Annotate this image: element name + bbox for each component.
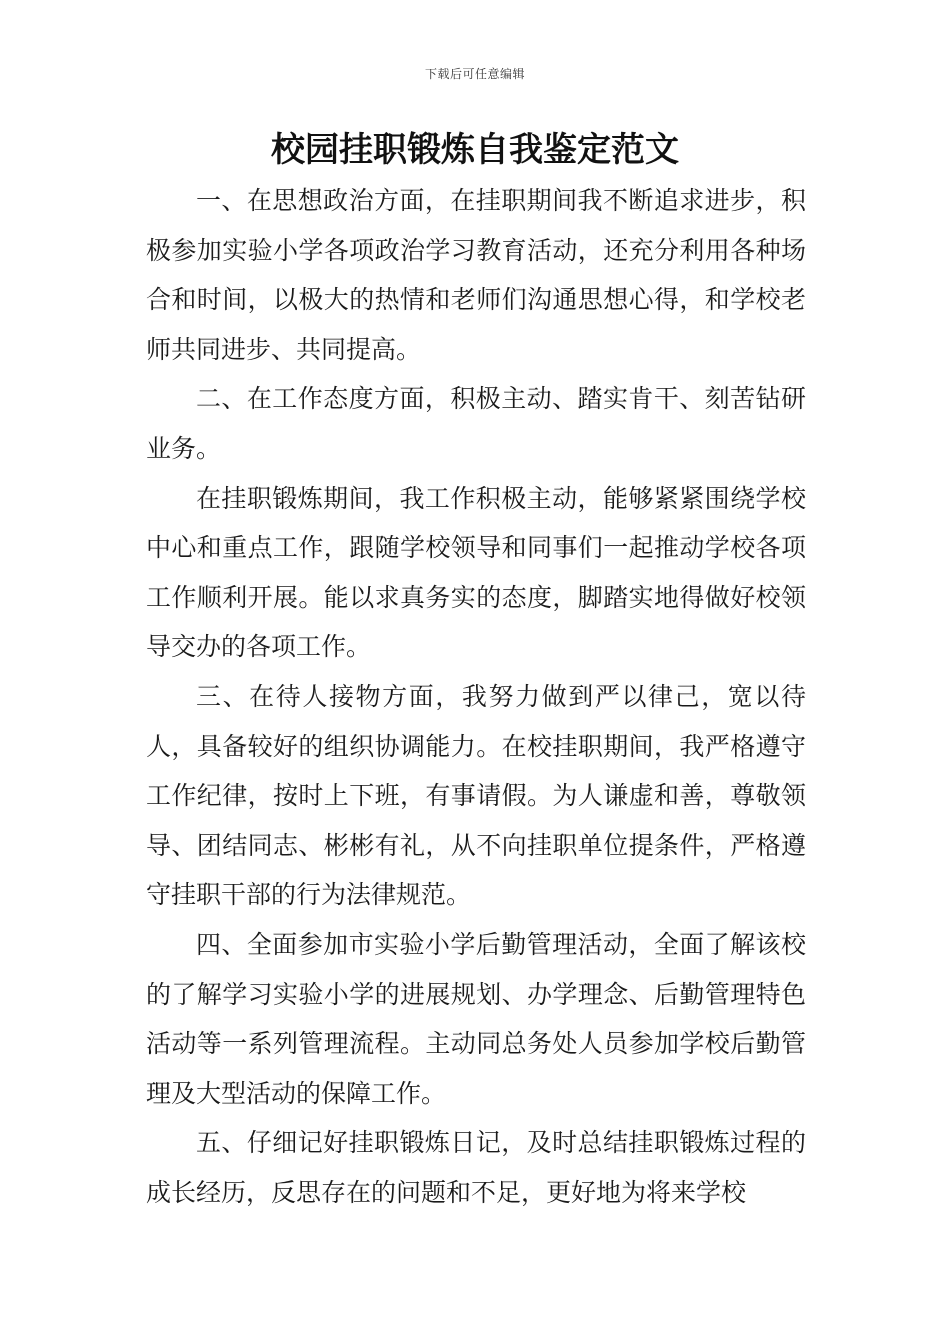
paragraph-1: 一、在思想政治方面，在挂职期间我不断追求进步，积极参加实验小学各项政治学习教育活动，还充分利用各种场合和时间，以极大的热情和老师们沟通思想心得，和学校老师共同进步、共同提高。 bbox=[146, 186, 806, 364]
paragraph-5: 四、全面参加市实验小学后勤管理活动，全面了解该校的了解学习实验小学的进展规划、办学理念、后勤管理特色活动等一系列管理流程。主动同总务处人员参加学校后勤管理及大型活动的保障工作。 bbox=[146, 929, 806, 1108]
document-body bbox=[146, 176, 806, 1217]
header-note: 下载后可任意编辑 bbox=[424, 67, 525, 81]
paragraph-3: 在挂职锻炼期间，我工作积极主动，能够紧紧围绕学校中心和重点工作，跟随学校领导和同事们一起推动学校各项工作顺利开展。能以求真务实的态度，脚踏实地得做好校领导交办的各项工作。 bbox=[146, 483, 806, 662]
paragraph-2: 二、在工作态度方面，积极主动、踏实肯干、刻苦钻研业务。 bbox=[146, 384, 806, 463]
document-title: 校园挂职锻炼自我鉴定范文 bbox=[271, 130, 679, 170]
paragraph-4: 三、在待人接物方面，我努力做到严以律己，宽以待人，具备较好的组织协调能力。在校挂职期间，我严格遵守工作纪律，按时上下班，有事请假。为人谦虚和善，尊敬领导、团结同志、彬彬有礼，从不向挂职单位提条件，严格遵守挂职干部的行为法律规范。 bbox=[146, 681, 806, 910]
paragraph-6: 五、仔细记好挂职锻炼日记，及时总结挂职锻炼过程的成长经历，反思存在的问题和不足，更好地为将来学校 bbox=[146, 1128, 806, 1207]
